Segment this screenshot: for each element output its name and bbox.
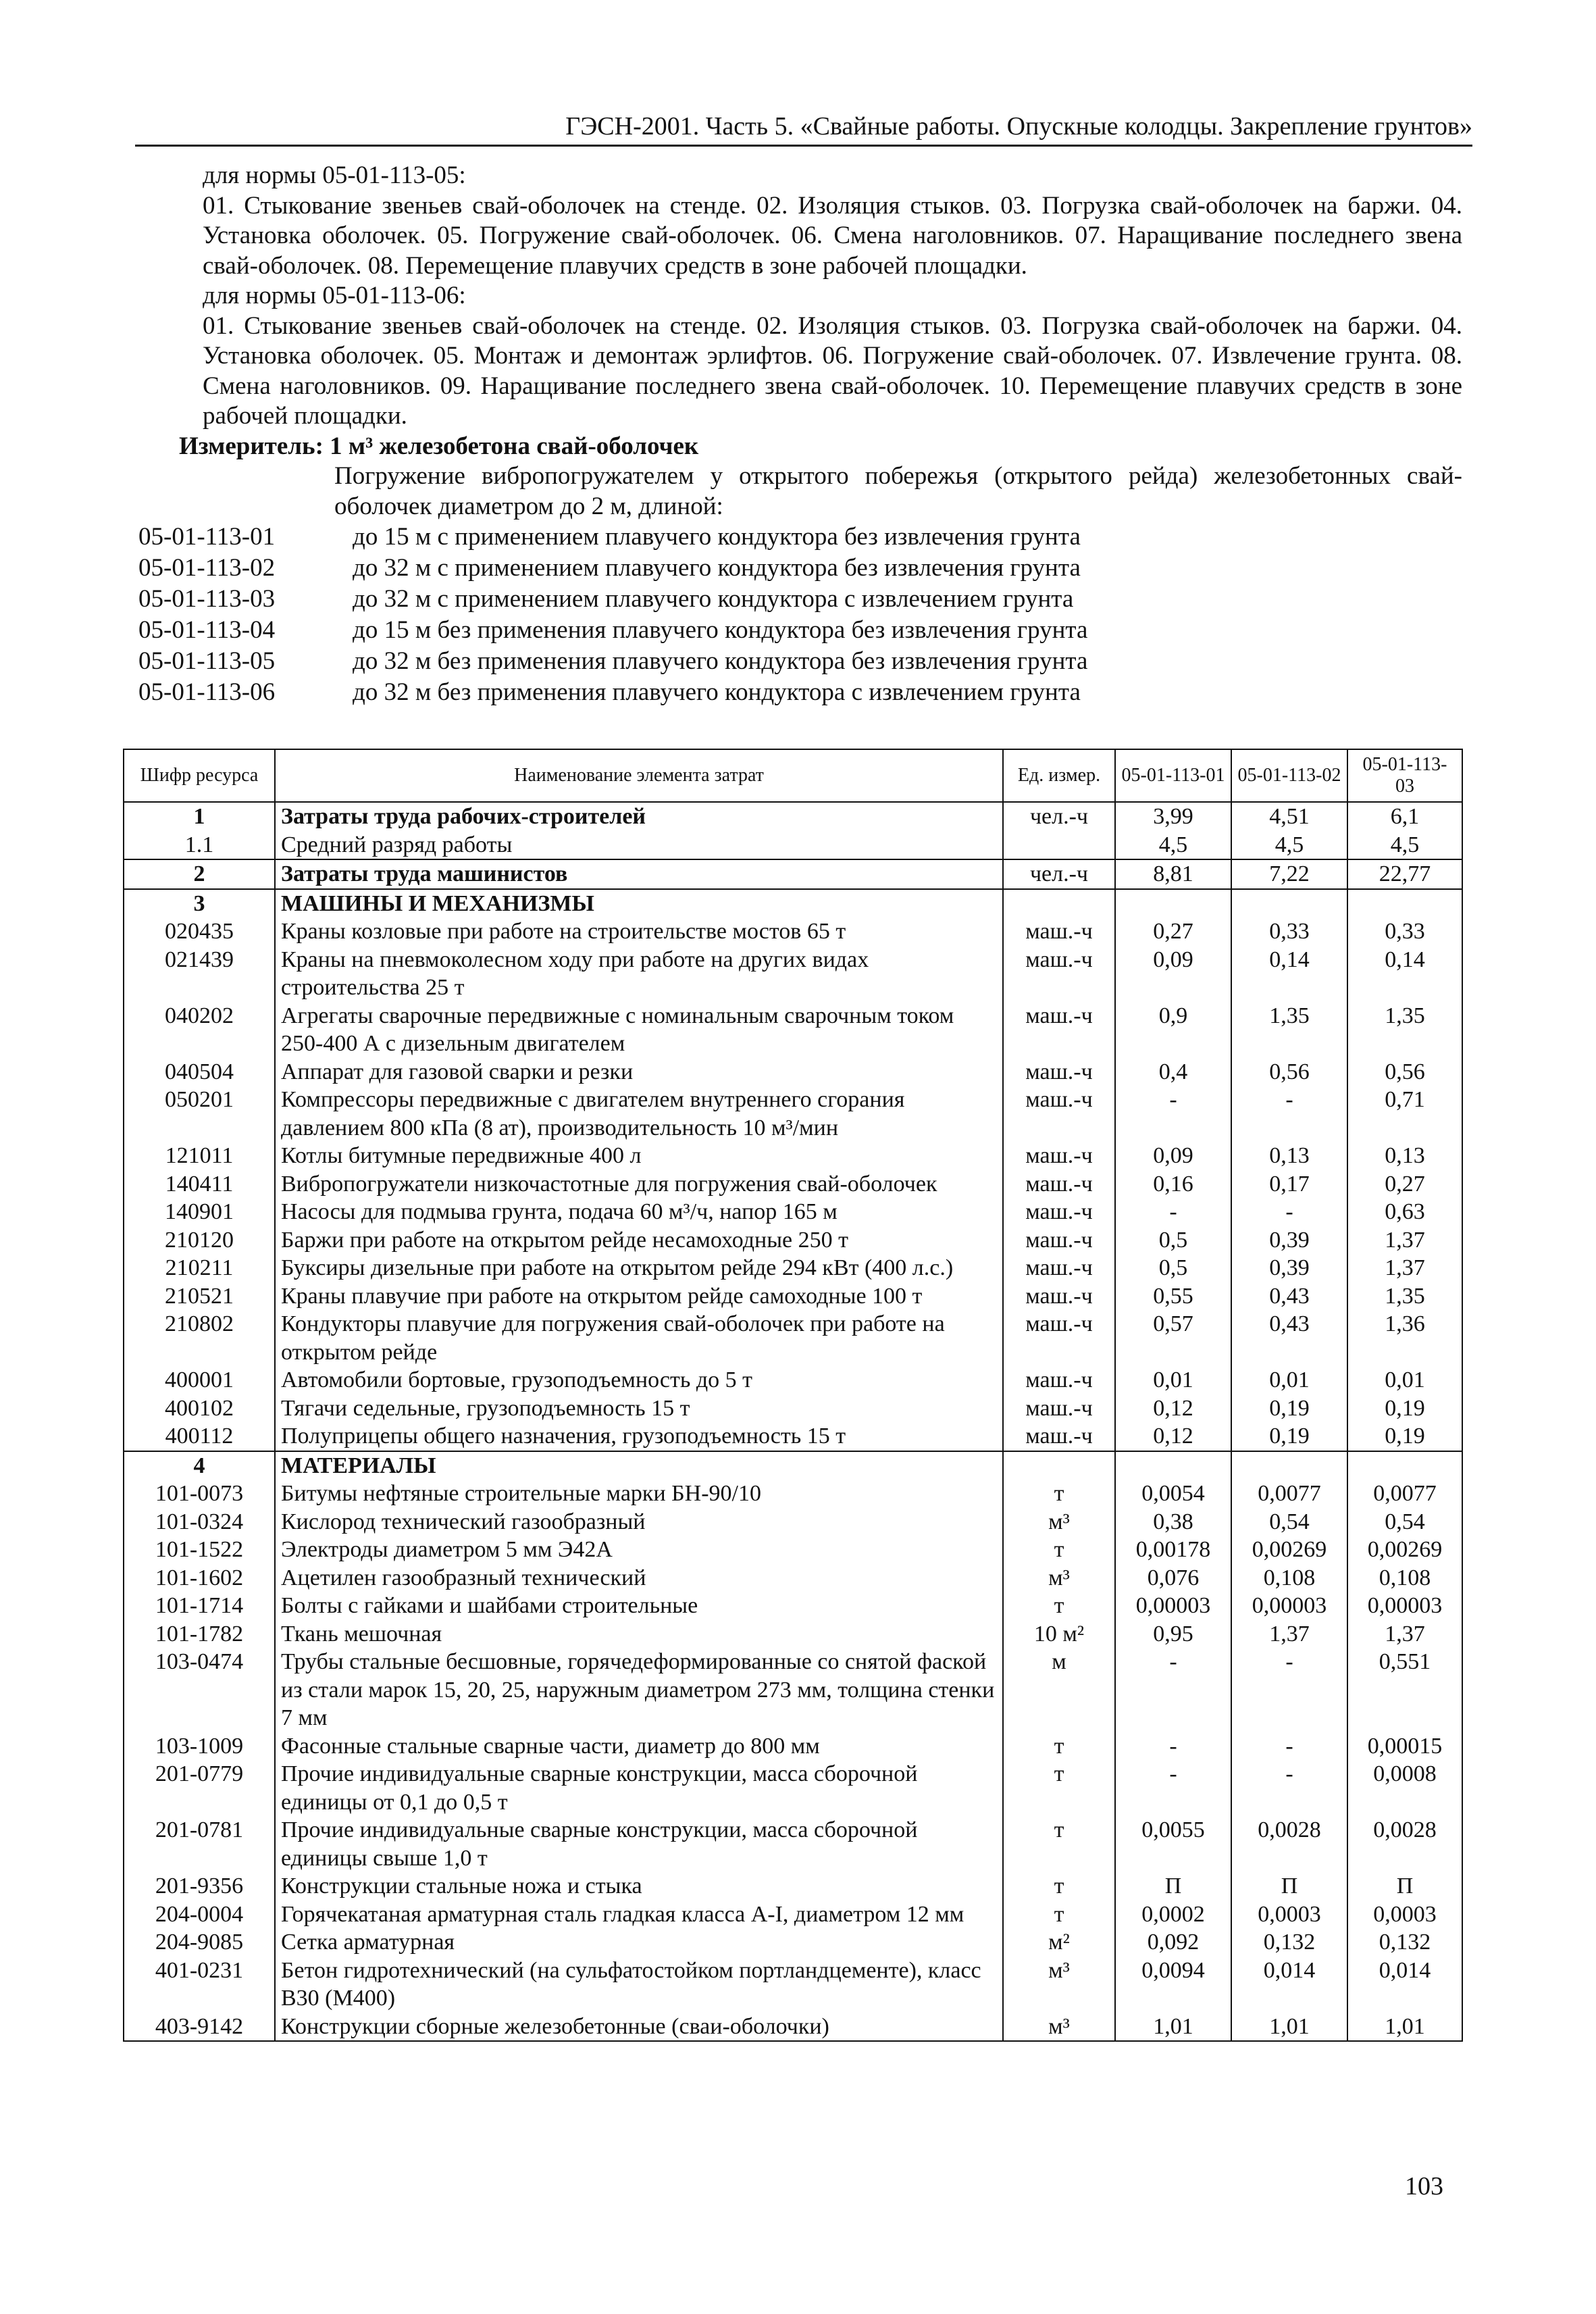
unit-cell: маш.-ч	[1003, 1282, 1115, 1311]
value-05-01-113-02: -	[1231, 1648, 1347, 1732]
unit-cell	[1003, 889, 1115, 918]
unit-cell: м³	[1003, 1508, 1115, 1536]
unit-cell: маш.-ч	[1003, 1198, 1115, 1226]
value-05-01-113-01: 0,27	[1115, 917, 1231, 946]
resource-code: 040202	[124, 1002, 275, 1058]
value-05-01-113-01: -	[1115, 1086, 1231, 1142]
cost-element-name: Кислород технический газообразный	[275, 1508, 1003, 1536]
value-05-01-113-03: 0,13	[1347, 1142, 1462, 1170]
resource-code: 204-9085	[124, 1928, 275, 1957]
table-row	[124, 1592, 1462, 1620]
table-row	[124, 1648, 1462, 1732]
value-05-01-113-01: 0,0002	[1115, 1901, 1231, 1929]
resource-code: 020435	[124, 917, 275, 946]
unit-cell: т	[1003, 1760, 1115, 1816]
value-05-01-113-01: 0,0054	[1115, 1480, 1231, 1508]
value-05-01-113-02: 0,54	[1231, 1508, 1347, 1536]
table-row	[124, 1620, 1462, 1649]
value-05-01-113-03: 1,37	[1347, 1620, 1462, 1649]
variant-text: до 32 м без применения плавучего кондуктора с извлечением грунта	[353, 678, 1081, 706]
unit-cell: м³	[1003, 2013, 1115, 2042]
resource-code: 401-0231	[124, 1957, 275, 2013]
unit-cell: 10 м²	[1003, 1620, 1115, 1649]
variant-code: 05-01-113-06	[138, 678, 276, 706]
cost-element-name: Электроды диаметром 5 мм Э42А	[275, 1536, 1003, 1564]
value-05-01-113-03: 0,014	[1347, 1957, 1462, 2013]
value-05-01-113-02	[1231, 889, 1347, 918]
header-norm-05-01-113-01: 05-01-113-01	[1115, 749, 1231, 802]
value-05-01-113-02: 1,37	[1231, 1620, 1347, 1649]
value-05-01-113-02: -	[1231, 1086, 1347, 1142]
resource-code: 210802	[124, 1310, 275, 1366]
resource-code: 201-9356	[124, 1872, 275, 1901]
value-05-01-113-02: 0,19	[1231, 1422, 1347, 1451]
unit-cell: маш.-ч	[1003, 1086, 1115, 1142]
norm-description	[138, 161, 1462, 708]
value-05-01-113-02: 7,22	[1231, 859, 1347, 889]
cost-element-name: Кондукторы плавучие для погружения свай-оболочек при работе на открытом рейде	[275, 1310, 1003, 1366]
value-05-01-113-03: 0,71	[1347, 1086, 1462, 1142]
value-05-01-113-01: 0,00003	[1115, 1592, 1231, 1620]
unit-cell: маш.-ч	[1003, 1226, 1115, 1255]
value-05-01-113-01: 4,5	[1115, 831, 1231, 860]
table-row	[124, 1254, 1462, 1282]
value-05-01-113-03: 4,5	[1347, 831, 1462, 860]
value-05-01-113-03: 22,77	[1347, 859, 1462, 889]
resource-code: 1	[124, 802, 275, 831]
value-05-01-113-01: 0,076	[1115, 1564, 1231, 1592]
unit-cell: чел.-ч	[1003, 802, 1115, 831]
variant-code: 05-01-113-04	[138, 616, 276, 644]
value-05-01-113-01: -	[1115, 1648, 1231, 1732]
cost-element-name: МАТЕРИАЛЫ	[275, 1451, 1003, 1480]
cost-element-name: Автомобили бортовые, грузоподъемность до 5 т	[275, 1366, 1003, 1394]
value-05-01-113-01: 0,55	[1115, 1282, 1231, 1311]
value-05-01-113-03: 0,551	[1347, 1648, 1462, 1732]
table-row	[124, 859, 1462, 889]
table-row	[124, 802, 1462, 831]
cost-element-name: Краны на пневмоколесном ходу при работе на других видах строительства 25 т	[275, 946, 1003, 1002]
value-05-01-113-02: -	[1231, 1760, 1347, 1816]
table-row	[124, 1366, 1462, 1394]
value-05-01-113-01	[1115, 1451, 1231, 1480]
value-05-01-113-01: 0,9	[1115, 1002, 1231, 1058]
resource-code: 400102	[124, 1394, 275, 1423]
header-norm-05-01-113-03: 05-01-113-03	[1347, 749, 1462, 802]
value-05-01-113-02: 1,01	[1231, 2013, 1347, 2042]
value-05-01-113-03: 0,00015	[1347, 1732, 1462, 1761]
value-05-01-113-02: 0,014	[1231, 1957, 1347, 2013]
value-05-01-113-03: 1,37	[1347, 1254, 1462, 1282]
table-row	[124, 1760, 1462, 1816]
table-row	[124, 1422, 1462, 1451]
value-05-01-113-03: 0,0077	[1347, 1480, 1462, 1508]
cost-element-name: Трубы стальные бесшовные, горячедеформированные со снятой фаской из стали марок 15, 20, 25, наружным диаметром 273 мм, толщина стенки 7 мм	[275, 1648, 1003, 1732]
resource-code: 3	[124, 889, 275, 918]
resource-code: 204-0004	[124, 1901, 275, 1929]
resource-code: 400001	[124, 1366, 275, 1394]
value-05-01-113-01: 8,81	[1115, 859, 1231, 889]
table-row	[124, 1058, 1462, 1086]
value-05-01-113-01	[1115, 889, 1231, 918]
resource-code: 101-0073	[124, 1480, 275, 1508]
value-05-01-113-03	[1347, 1451, 1462, 1480]
resource-code: 101-1522	[124, 1536, 275, 1564]
cost-element-name: Баржи при работе на открытом рейде несамоходные 250 т	[275, 1226, 1003, 1255]
variant-text: до 15 м с применением плавучего кондуктора без извлечения грунта	[353, 523, 1081, 551]
value-05-01-113-01: 0,00178	[1115, 1536, 1231, 1564]
value-05-01-113-01: -	[1115, 1760, 1231, 1816]
value-05-01-113-03: 1,35	[1347, 1282, 1462, 1311]
operations-list-06: 01. Стыкование звеньев свай-оболочек на стенде. 02. Изоляция стыков. 03. Погрузка свай-оболочек на баржи. 04. Установка оболочек. 05. Монтаж и демонтаж эрлифтов. 06. Погружение свай-оболочек. 07. Извлечение грунта. 08. Смена наголовников. 09. Наращивание последнего звена свай-оболочек. 10. Перемещение плавучих средств в зоне рабочей площадки.	[203, 311, 1462, 430]
table-row	[124, 1226, 1462, 1255]
table-row	[124, 946, 1462, 1002]
resource-code: 2	[124, 859, 275, 889]
table-row	[124, 1002, 1462, 1058]
cost-element-name: Аппарат для газовой сварки и резки	[275, 1058, 1003, 1086]
unit-cell: маш.-ч	[1003, 1142, 1115, 1170]
table-row	[124, 917, 1462, 946]
cost-element-name: Котлы битумные передвижные 400 л	[275, 1142, 1003, 1170]
value-05-01-113-03: 0,27	[1347, 1170, 1462, 1199]
header-divider	[135, 145, 1472, 147]
value-05-01-113-02: 0,0003	[1231, 1901, 1347, 1929]
value-05-01-113-02: 0,0028	[1231, 1816, 1347, 1872]
value-05-01-113-03: 0,00269	[1347, 1536, 1462, 1564]
value-05-01-113-02: 0,33	[1231, 917, 1347, 946]
unit-cell: т	[1003, 1480, 1115, 1508]
cost-element-name: Прочие индивидуальные сварные конструкции, масса сборочной единицы от 0,1 до 0,5 т	[275, 1760, 1003, 1816]
unit-cell: т	[1003, 1872, 1115, 1901]
header-unit: Ед. измер.	[1003, 749, 1115, 802]
value-05-01-113-02: 0,00003	[1231, 1592, 1347, 1620]
value-05-01-113-03: 0,33	[1347, 917, 1462, 946]
value-05-01-113-01: -	[1115, 1198, 1231, 1226]
cost-element-name: Бетон гидротехнический (на сульфатостойком портландцементе), класс В30 (М400)	[275, 1957, 1003, 2013]
unit-cell: м²	[1003, 1928, 1115, 1957]
table-row	[124, 831, 1462, 860]
table-row	[124, 1508, 1462, 1536]
cost-element-name: Насосы для подмыва грунта, подача 60 м³/ч, напор 165 м	[275, 1198, 1003, 1226]
value-05-01-113-02: 0,14	[1231, 946, 1347, 1002]
resource-code: 121011	[124, 1142, 275, 1170]
value-05-01-113-03: 0,56	[1347, 1058, 1462, 1086]
measure-unit: Измеритель: 1 м³ железобетона свай-оболочек	[179, 432, 699, 460]
variants-list	[138, 522, 1087, 708]
work-description: Погружение вибропогружателем у открытого побережья (открытого рейда) железобетонных свай-оболочек диаметром до 2 м, длиной:	[334, 462, 1462, 520]
value-05-01-113-02: 4,5	[1231, 831, 1347, 860]
cost-element-name: Краны козловые при работе на строительстве мостов 65 т	[275, 917, 1003, 946]
variant-code: 05-01-113-01	[138, 523, 276, 551]
table-row	[124, 1310, 1462, 1366]
header-norm-05-01-113-02: 05-01-113-02	[1231, 749, 1347, 802]
value-05-01-113-01: 0,5	[1115, 1254, 1231, 1282]
header-cost-element: Наименование элемента затрат	[275, 749, 1003, 802]
table-row	[124, 1394, 1462, 1423]
value-05-01-113-03: 0,00003	[1347, 1592, 1462, 1620]
cost-element-name: Тягачи седельные, грузоподъемность 15 т	[275, 1394, 1003, 1423]
variant-code: 05-01-113-02	[138, 554, 276, 582]
resource-code: 103-0474	[124, 1648, 275, 1732]
value-05-01-113-03: 0,19	[1347, 1394, 1462, 1423]
value-05-01-113-03: 1,35	[1347, 1002, 1462, 1058]
variant-text: до 15 м без применения плавучего кондуктора без извлечения грунта	[353, 616, 1088, 644]
resource-code: 201-0781	[124, 1816, 275, 1872]
unit-cell: маш.-ч	[1003, 1002, 1115, 1058]
cost-element-name: Ацетилен газообразный технический	[275, 1564, 1003, 1592]
resource-code: 101-1714	[124, 1592, 275, 1620]
cost-element-name: Прочие индивидуальные сварные конструкции, масса сборочной единицы свыше 1,0 т	[275, 1816, 1003, 1872]
resource-code: 403-9142	[124, 2013, 275, 2042]
value-05-01-113-03: 1,01	[1347, 2013, 1462, 2042]
resource-code: 210120	[124, 1226, 275, 1255]
value-05-01-113-03	[1347, 889, 1462, 918]
operations-list-05: 01. Стыкование звеньев свай-оболочек на стенде. 02. Изоляция стыков. 03. Погрузка свай-оболочек на баржи. 04. Установка оболочек. 05. Погружение свай-оболочек. 06. Смена наголовников. 07. Наращивание последнего звена свай-оболочек. 08. Перемещение плавучих средств в зоне рабочей площадки.	[203, 191, 1462, 280]
table-row	[124, 1451, 1462, 1480]
value-05-01-113-01: 0,09	[1115, 946, 1231, 1002]
cost-element-name: Затраты труда рабочих-строителей	[275, 802, 1003, 831]
value-05-01-113-02: 0,00269	[1231, 1536, 1347, 1564]
table-row	[124, 1170, 1462, 1199]
value-05-01-113-01: 0,01	[1115, 1366, 1231, 1394]
value-05-01-113-02: 0,108	[1231, 1564, 1347, 1592]
table-row	[124, 1536, 1462, 1564]
value-05-01-113-01: 0,09	[1115, 1142, 1231, 1170]
value-05-01-113-01: 0,0055	[1115, 1816, 1231, 1872]
cost-element-name: Болты с гайками и шайбами строительные	[275, 1592, 1003, 1620]
cost-element-name: Сетка арматурная	[275, 1928, 1003, 1957]
table-row	[124, 1816, 1462, 1872]
resource-code: 210211	[124, 1254, 275, 1282]
unit-cell	[1003, 1451, 1115, 1480]
unit-cell: маш.-ч	[1003, 1058, 1115, 1086]
resource-code: 101-1782	[124, 1620, 275, 1649]
value-05-01-113-02: -	[1231, 1198, 1347, 1226]
value-05-01-113-03: 0,14	[1347, 946, 1462, 1002]
cost-element-name: Конструкции сборные железобетонные (сваи-оболочки)	[275, 2013, 1003, 2042]
value-05-01-113-01: 0,38	[1115, 1508, 1231, 1536]
variant-row	[138, 677, 1087, 708]
unit-cell: т	[1003, 1732, 1115, 1761]
resource-code: 1.1	[124, 831, 275, 860]
page-header: ГЭСН-2001. Часть 5. «Свайные работы. Опускные колодцы. Закрепление грунтов»	[565, 112, 1472, 141]
unit-cell: т	[1003, 1536, 1115, 1564]
table-row	[124, 1928, 1462, 1957]
value-05-01-113-02: 0,43	[1231, 1310, 1347, 1366]
table-row	[124, 2013, 1462, 2042]
unit-cell: м	[1003, 1648, 1115, 1732]
resource-code: 101-0324	[124, 1508, 275, 1536]
variant-row	[138, 522, 1087, 553]
table-row	[124, 1872, 1462, 1901]
variant-code: 05-01-113-05	[138, 647, 276, 675]
resource-code: 021439	[124, 946, 275, 1002]
value-05-01-113-03: 0,132	[1347, 1928, 1462, 1957]
value-05-01-113-01: 0,16	[1115, 1170, 1231, 1199]
table-row	[124, 1086, 1462, 1142]
variant-code: 05-01-113-03	[138, 585, 276, 613]
cost-element-name: Краны плавучие при работе на открытом рейде самоходные 100 т	[275, 1282, 1003, 1311]
table-row	[124, 1282, 1462, 1311]
value-05-01-113-02: 0,13	[1231, 1142, 1347, 1170]
resource-code: 140411	[124, 1170, 275, 1199]
cost-element-name: Вибропогружатели низкочастотные для погружения свай-оболочек	[275, 1170, 1003, 1199]
cost-element-name: Агрегаты сварочные передвижные с номинальным сварочным током 250-400 А с дизельным двигателем	[275, 1002, 1003, 1058]
header-resource-code: Шифр ресурса	[124, 749, 275, 802]
unit-cell: м³	[1003, 1564, 1115, 1592]
value-05-01-113-03: 1,36	[1347, 1310, 1462, 1366]
value-05-01-113-01: 0,12	[1115, 1394, 1231, 1423]
value-05-01-113-02: 0,132	[1231, 1928, 1347, 1957]
cost-element-name: Компрессоры передвижные с двигателем внутреннего сгорания давлением 800 кПа (8 ат), производительность 10 м³/мин	[275, 1086, 1003, 1142]
resource-table	[123, 749, 1463, 2042]
value-05-01-113-03: 0,01	[1347, 1366, 1462, 1394]
cost-element-name: Конструкции стальные ножа и стыка	[275, 1872, 1003, 1901]
cost-element-name: Фасонные стальные сварные части, диаметр до 800 мм	[275, 1732, 1003, 1761]
value-05-01-113-02: П	[1231, 1872, 1347, 1901]
value-05-01-113-03: 0,63	[1347, 1198, 1462, 1226]
unit-cell: т	[1003, 1901, 1115, 1929]
table-row	[124, 1732, 1462, 1761]
value-05-01-113-02: 0,0077	[1231, 1480, 1347, 1508]
norm-label-05-01-113-05: для нормы 05-01-113-05:	[203, 161, 466, 189]
value-05-01-113-03: 0,0008	[1347, 1760, 1462, 1816]
value-05-01-113-01: 1,01	[1115, 2013, 1231, 2042]
resource-code: 400112	[124, 1422, 275, 1451]
unit-cell: т	[1003, 1592, 1115, 1620]
value-05-01-113-01: 0,12	[1115, 1422, 1231, 1451]
cost-element-name: Затраты труда машинистов	[275, 859, 1003, 889]
cost-element-name: Буксиры дизельные при работе на открытом рейде 294 кВт (400 л.с.)	[275, 1254, 1003, 1282]
unit-cell: маш.-ч	[1003, 917, 1115, 946]
norm-label-05-01-113-06: для нормы 05-01-113-06:	[203, 282, 466, 309]
resource-code: 140901	[124, 1198, 275, 1226]
value-05-01-113-03: П	[1347, 1872, 1462, 1901]
unit-cell: т	[1003, 1816, 1115, 1872]
table-row	[124, 1142, 1462, 1170]
value-05-01-113-02: 0,43	[1231, 1282, 1347, 1311]
value-05-01-113-01: 0,0094	[1115, 1957, 1231, 2013]
value-05-01-113-01: 0,5	[1115, 1226, 1231, 1255]
value-05-01-113-03: 0,54	[1347, 1508, 1462, 1536]
unit-cell: маш.-ч	[1003, 1422, 1115, 1451]
unit-cell: маш.-ч	[1003, 1366, 1115, 1394]
unit-cell: чел.-ч	[1003, 859, 1115, 889]
value-05-01-113-02: 0,39	[1231, 1226, 1347, 1255]
value-05-01-113-02: 4,51	[1231, 802, 1347, 831]
value-05-01-113-02: 0,01	[1231, 1366, 1347, 1394]
cost-element-name: Горячекатаная арматурная сталь гладкая класса А-I, диаметром 12 мм	[275, 1901, 1003, 1929]
value-05-01-113-03: 0,0028	[1347, 1816, 1462, 1872]
table-row	[124, 1480, 1462, 1508]
value-05-01-113-03: 0,108	[1347, 1564, 1462, 1592]
value-05-01-113-02: 0,19	[1231, 1394, 1347, 1423]
variant-row	[138, 646, 1087, 677]
value-05-01-113-01: -	[1115, 1732, 1231, 1761]
value-05-01-113-01: 0,092	[1115, 1928, 1231, 1957]
table-row	[124, 1198, 1462, 1226]
table-row	[124, 889, 1462, 918]
variant-row	[138, 553, 1087, 584]
unit-cell: маш.-ч	[1003, 1170, 1115, 1199]
value-05-01-113-02: 0,17	[1231, 1170, 1347, 1199]
page-number: 103	[1405, 2172, 1443, 2200]
unit-cell: маш.-ч	[1003, 1394, 1115, 1423]
unit-cell: маш.-ч	[1003, 1310, 1115, 1366]
resource-code: 4	[124, 1451, 275, 1480]
value-05-01-113-01: 0,4	[1115, 1058, 1231, 1086]
table-header-row	[124, 749, 1462, 802]
value-05-01-113-03: 0,0003	[1347, 1901, 1462, 1929]
cost-element-name: Полуприцепы общего назначения, грузоподъемность 15 т	[275, 1422, 1003, 1451]
table-row	[124, 1564, 1462, 1592]
unit-cell: м³	[1003, 1957, 1115, 2013]
cost-element-name: МАШИНЫ И МЕХАНИЗМЫ	[275, 889, 1003, 918]
variant-text: до 32 м с применением плавучего кондуктора с извлечением грунта	[353, 585, 1074, 613]
cost-element-name: Битумы нефтяные строительные марки БН-90/10	[275, 1480, 1003, 1508]
resource-code: 210521	[124, 1282, 275, 1311]
value-05-01-113-02: -	[1231, 1732, 1347, 1761]
value-05-01-113-03: 1,37	[1347, 1226, 1462, 1255]
value-05-01-113-02: 0,56	[1231, 1058, 1347, 1086]
value-05-01-113-02: 0,39	[1231, 1254, 1347, 1282]
variant-row	[138, 615, 1087, 646]
value-05-01-113-03: 6,1	[1347, 802, 1462, 831]
resource-code: 040504	[124, 1058, 275, 1086]
variant-text: до 32 м с применением плавучего кондуктора без извлечения грунта	[353, 554, 1081, 582]
unit-cell: маш.-ч	[1003, 946, 1115, 1002]
value-05-01-113-01: 3,99	[1115, 802, 1231, 831]
value-05-01-113-02: 1,35	[1231, 1002, 1347, 1058]
table-row	[124, 1957, 1462, 2013]
variant-text: до 32 м без применения плавучего кондуктора без извлечения грунта	[353, 647, 1088, 675]
value-05-01-113-01: 0,95	[1115, 1620, 1231, 1649]
unit-cell: маш.-ч	[1003, 1254, 1115, 1282]
table-row	[124, 1901, 1462, 1929]
resource-code: 050201	[124, 1086, 275, 1142]
variant-row	[138, 584, 1087, 615]
cost-element-name: Средний разряд работы	[275, 831, 1003, 860]
unit-cell	[1003, 831, 1115, 860]
resource-code: 201-0779	[124, 1760, 275, 1816]
cost-element-name: Ткань мешочная	[275, 1620, 1003, 1649]
value-05-01-113-01: П	[1115, 1872, 1231, 1901]
resource-code: 103-1009	[124, 1732, 275, 1761]
value-05-01-113-02	[1231, 1451, 1347, 1480]
resource-code: 101-1602	[124, 1564, 275, 1592]
value-05-01-113-03: 0,19	[1347, 1422, 1462, 1451]
value-05-01-113-01: 0,57	[1115, 1310, 1231, 1366]
